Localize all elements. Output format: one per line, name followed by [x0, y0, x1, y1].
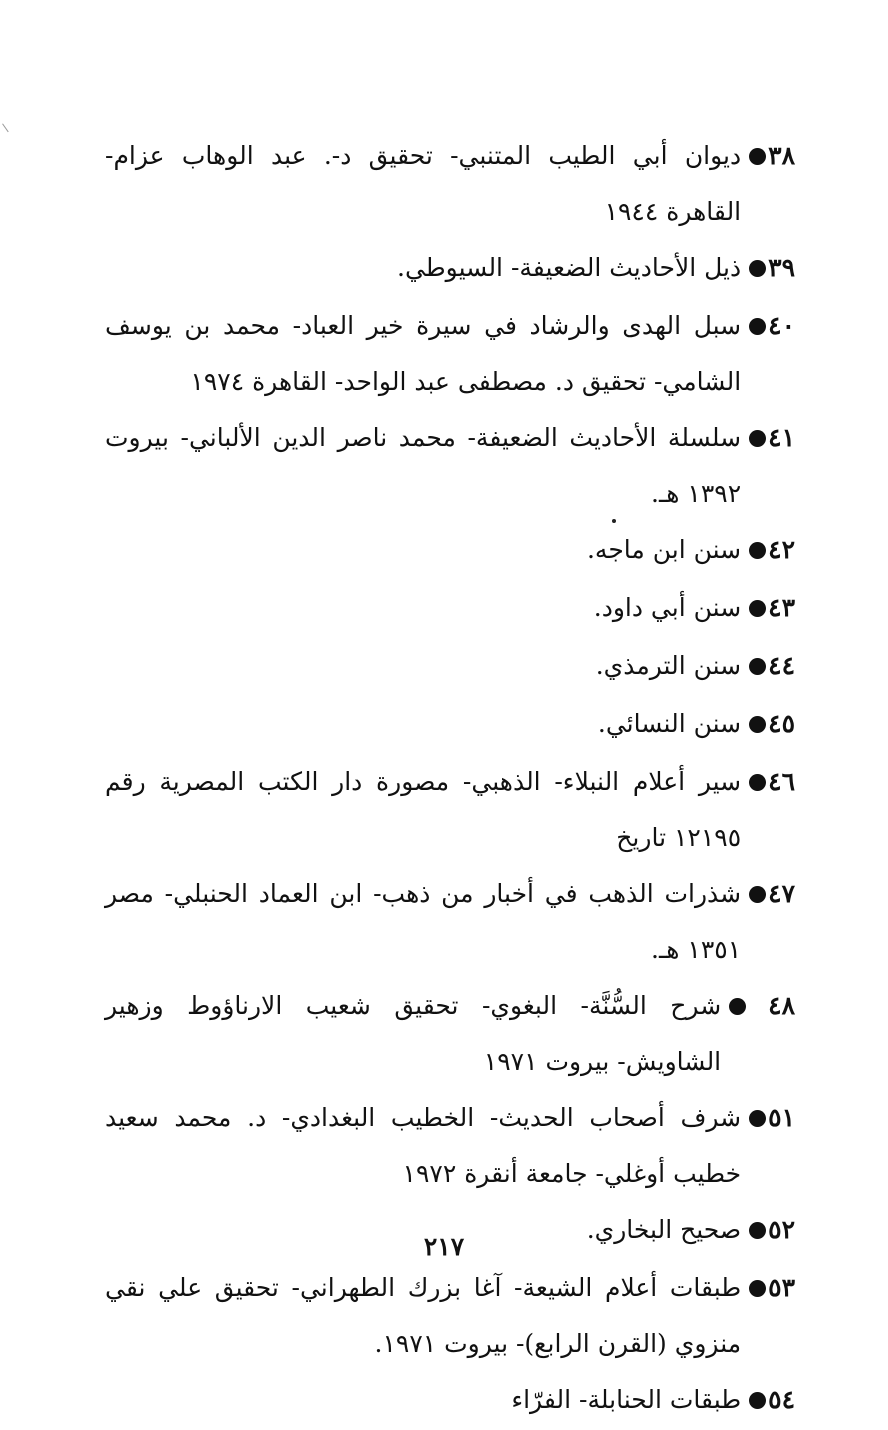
- scan-mark: [2, 118, 17, 133]
- entry-text: شرف أصحاب الحديث- الخطيب البغدادي- د. محمد سعيد خطيب أوغلي- جامعة أنقرة ١٩٧٢: [105, 1103, 742, 1188]
- bullet-icon: [749, 658, 766, 675]
- bibliography-entry: [105, 638, 795, 696]
- bibliography-entry: [105, 128, 795, 240]
- bullet-icon: [729, 998, 746, 1015]
- entry-text: ديوان أبي الطيب المتنبي- تحقيق د-. عبد الوهاب عزام- القاهرة ١٩٤٤: [105, 141, 742, 226]
- entry-text: سبل الهدى والرشاد في سيرة خير العباد- محمد بن يوسف الشامي- تحقيق د. مصطفى عبد الواحد- القاهرة ١٩٧٤: [105, 311, 742, 396]
- entry-number: ٥٣: [768, 1273, 795, 1302]
- entry-text: سنن ابن ماجه.: [586, 535, 742, 564]
- bullet-icon: [749, 260, 766, 277]
- bibliography-entry: [105, 522, 795, 580]
- bullet-icon: [749, 430, 766, 447]
- entry-number: ٤٢: [768, 535, 795, 564]
- bullet-icon: [749, 716, 766, 733]
- entry-text: شرح السُّنَّة- البغوي- تحقيق شعيب الارناؤوط وزهير الشاويش- بيروت ١٩٧١: [105, 991, 722, 1076]
- entry-text: سنن النسائي.: [597, 709, 742, 738]
- entry-number: ٤٨: [768, 991, 795, 1020]
- bibliography-entry: [105, 410, 795, 522]
- bibliography-entry: [105, 754, 795, 866]
- entry-number: ٥١: [768, 1103, 795, 1132]
- entry-text: سير أعلام النبلاء- الذهبي- مصورة دار الكتب المصرية رقم ١٢١٩٥ تاريخ: [105, 767, 742, 852]
- bibliography-entry: [105, 1260, 795, 1372]
- bullet-icon: [749, 148, 766, 165]
- entry-text: طبقات الحنابلة- الفرّاء: [511, 1385, 742, 1414]
- bibliography-entry: [105, 240, 795, 298]
- bibliography-entry: [105, 1372, 795, 1430]
- entry-number: ٥٢: [768, 1215, 795, 1244]
- bullet-icon: [749, 600, 766, 617]
- entry-number: ٤١: [768, 423, 795, 452]
- page-number: ٢١٧: [423, 1232, 465, 1261]
- entry-number: ٤٤: [768, 651, 795, 680]
- bibliography-entry: [105, 978, 795, 1090]
- entry-text: سنن أبي داود.: [593, 593, 742, 622]
- entry-number: ٣٨: [768, 141, 795, 170]
- entry-number: ٤٠: [768, 311, 795, 340]
- bullet-icon: [749, 1392, 766, 1409]
- entry-text: صحيح البخاري.: [586, 1215, 742, 1244]
- entry-number: ٤٥: [768, 709, 795, 738]
- entry-text: طبقات أعلام الشيعة- آغا بزرك الطهراني- تحقيق علي نقي منزوي (القرن الرابع)- بيروت ١٩٧١.: [105, 1273, 742, 1358]
- entry-number: ٤٧: [768, 879, 795, 908]
- bullet-icon: [749, 886, 766, 903]
- bullet-icon: [749, 542, 766, 559]
- entry-number: ٣٩: [768, 253, 795, 282]
- entry-text: سلسلة الأحاديث الضعيفة- محمد ناصر الدين الألباني- بيروت ١٣٩٢ هـ.: [105, 423, 742, 508]
- bibliography-entry: [105, 580, 795, 638]
- bullet-icon: [749, 1110, 766, 1127]
- bibliography-entry: [105, 1090, 795, 1202]
- entry-number: ٤٦: [768, 767, 795, 796]
- entry-number: ٤٣: [768, 593, 795, 622]
- bullet-icon: [749, 1280, 766, 1297]
- entry-number: ٥٤: [768, 1385, 795, 1414]
- entry-text: شذرات الذهب في أخبار من ذهب- ابن العماد الحنبلي- مصر ١٣٥١ هـ.: [105, 879, 742, 964]
- bibliography-entry: [105, 866, 795, 978]
- bullet-icon: [749, 774, 766, 791]
- bibliography-entry: [105, 298, 795, 410]
- bibliography-entry: [105, 696, 795, 754]
- entry-text: سنن الترمذي.: [595, 651, 742, 680]
- bullet-icon: [749, 318, 766, 335]
- entry-text: ذيل الأحاديث الضعيفة- السيوطي.: [397, 253, 742, 282]
